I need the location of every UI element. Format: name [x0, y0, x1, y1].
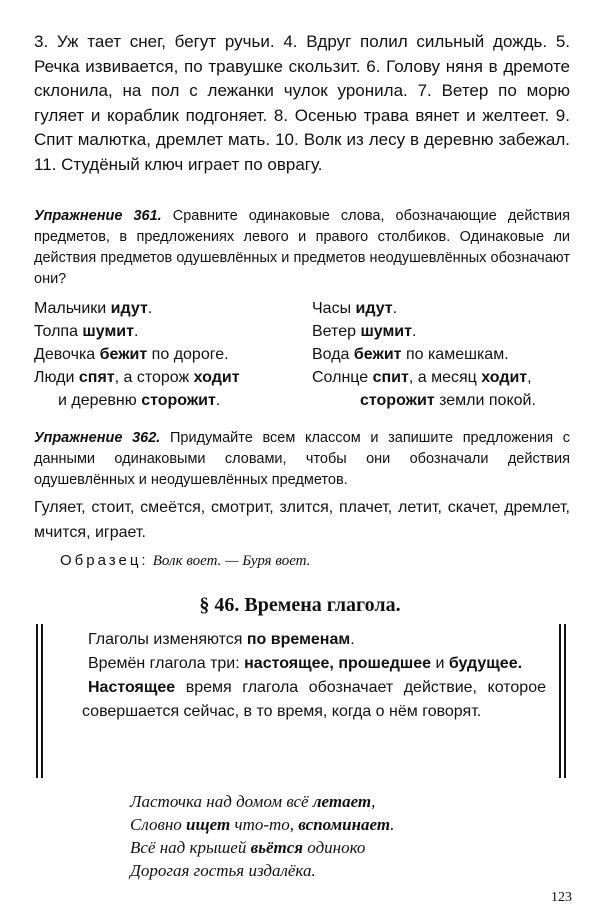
poem-line: Всё над крышей вьётся одиноко [130, 838, 366, 857]
left-sentence: и деревню сторожит. [58, 392, 221, 409]
right-sentence: Солнце спит, а месяц ходит, [312, 369, 532, 386]
poem-line: Ласточка над домом всё летает, [130, 792, 376, 811]
poem-line: Дорогая гостья издалёка. [130, 861, 316, 880]
exercise-361-title: Упражнение 361. [34, 208, 162, 224]
verbs-list: Гуляет, стоит, смеётся, смотрит, злится, плачет, летит, скачет, дремлет, мчится, играет. [34, 499, 570, 541]
left-sentence: Толпа шумит. [34, 323, 139, 340]
rule-box [36, 624, 566, 778]
exercise-362-title: Упражнение 362. [34, 430, 161, 446]
right-sentence: Ветер шумит. [312, 323, 417, 340]
right-sentence: Часы идут. [312, 300, 398, 317]
sample-label: Образец: [60, 552, 149, 569]
right-sentence: сторожит земли покой. [360, 392, 536, 409]
sample-line [60, 552, 310, 570]
rule-paragraph: Настоящее время глагола обозначает действие, которое совершается сейчас, в то время, когда о нём говорят. [82, 679, 546, 720]
left-sentence: Мальчики идут. [34, 300, 153, 317]
sample-text: Волк воет. — Буря воет. [152, 553, 311, 569]
left-sentence: Девочка бежит по дороге. [34, 346, 229, 363]
exercise-362-text: Придумайте всем классом и запишите предложения с данными одинаковыми словами, чтобы они обозначали действия одушевлённых и неодушевлённых предметов. [34, 430, 570, 488]
left-sentence: Люди спят, а сторож ходит [34, 369, 240, 386]
right-sentence: Вода бежит по камешкам. [312, 346, 509, 363]
exercise-361 [34, 206, 570, 290]
intro-paragraph: 3. Уж тает снег, бегут ручьи. 4. Вдруг полил сильный дождь. 5. Речка извивается, по травушке скользит. 6. Голову няня в дремоте склонила, на пол с лежанки чулок уронила. 7. Ветер по морю гуляет и кораблик подгоняет. 8. Осенью трава вянет и желтеет. 9. Спит малютка, дремлет мать. 10. Волк из лесу в деревню забежал. 11. Студёный ключ играет по оврагу. [34, 32, 570, 174]
rule-paragraph: Времён глагола три: настоящее, прошедшее и будущее. [88, 655, 523, 672]
exercise-361-text: Сравните одинаковые слова, обозначающие действия предметов, в предложениях левого и правого столбиков. Одинаковые ли действия предметов одушевлённых и предметов неодушевлённых обозначают они? [34, 208, 570, 287]
sentence-pairs [34, 297, 570, 412]
poem-line: Словно ищет что-то, вспоминает. [130, 815, 395, 834]
section-heading: § 46. Времена глагола. [199, 594, 401, 616]
page-number: 123 [551, 890, 572, 905]
poem [130, 790, 394, 882]
rule-paragraph: Глаголы изменяются по временам. [88, 631, 355, 648]
exercise-362 [34, 428, 570, 491]
